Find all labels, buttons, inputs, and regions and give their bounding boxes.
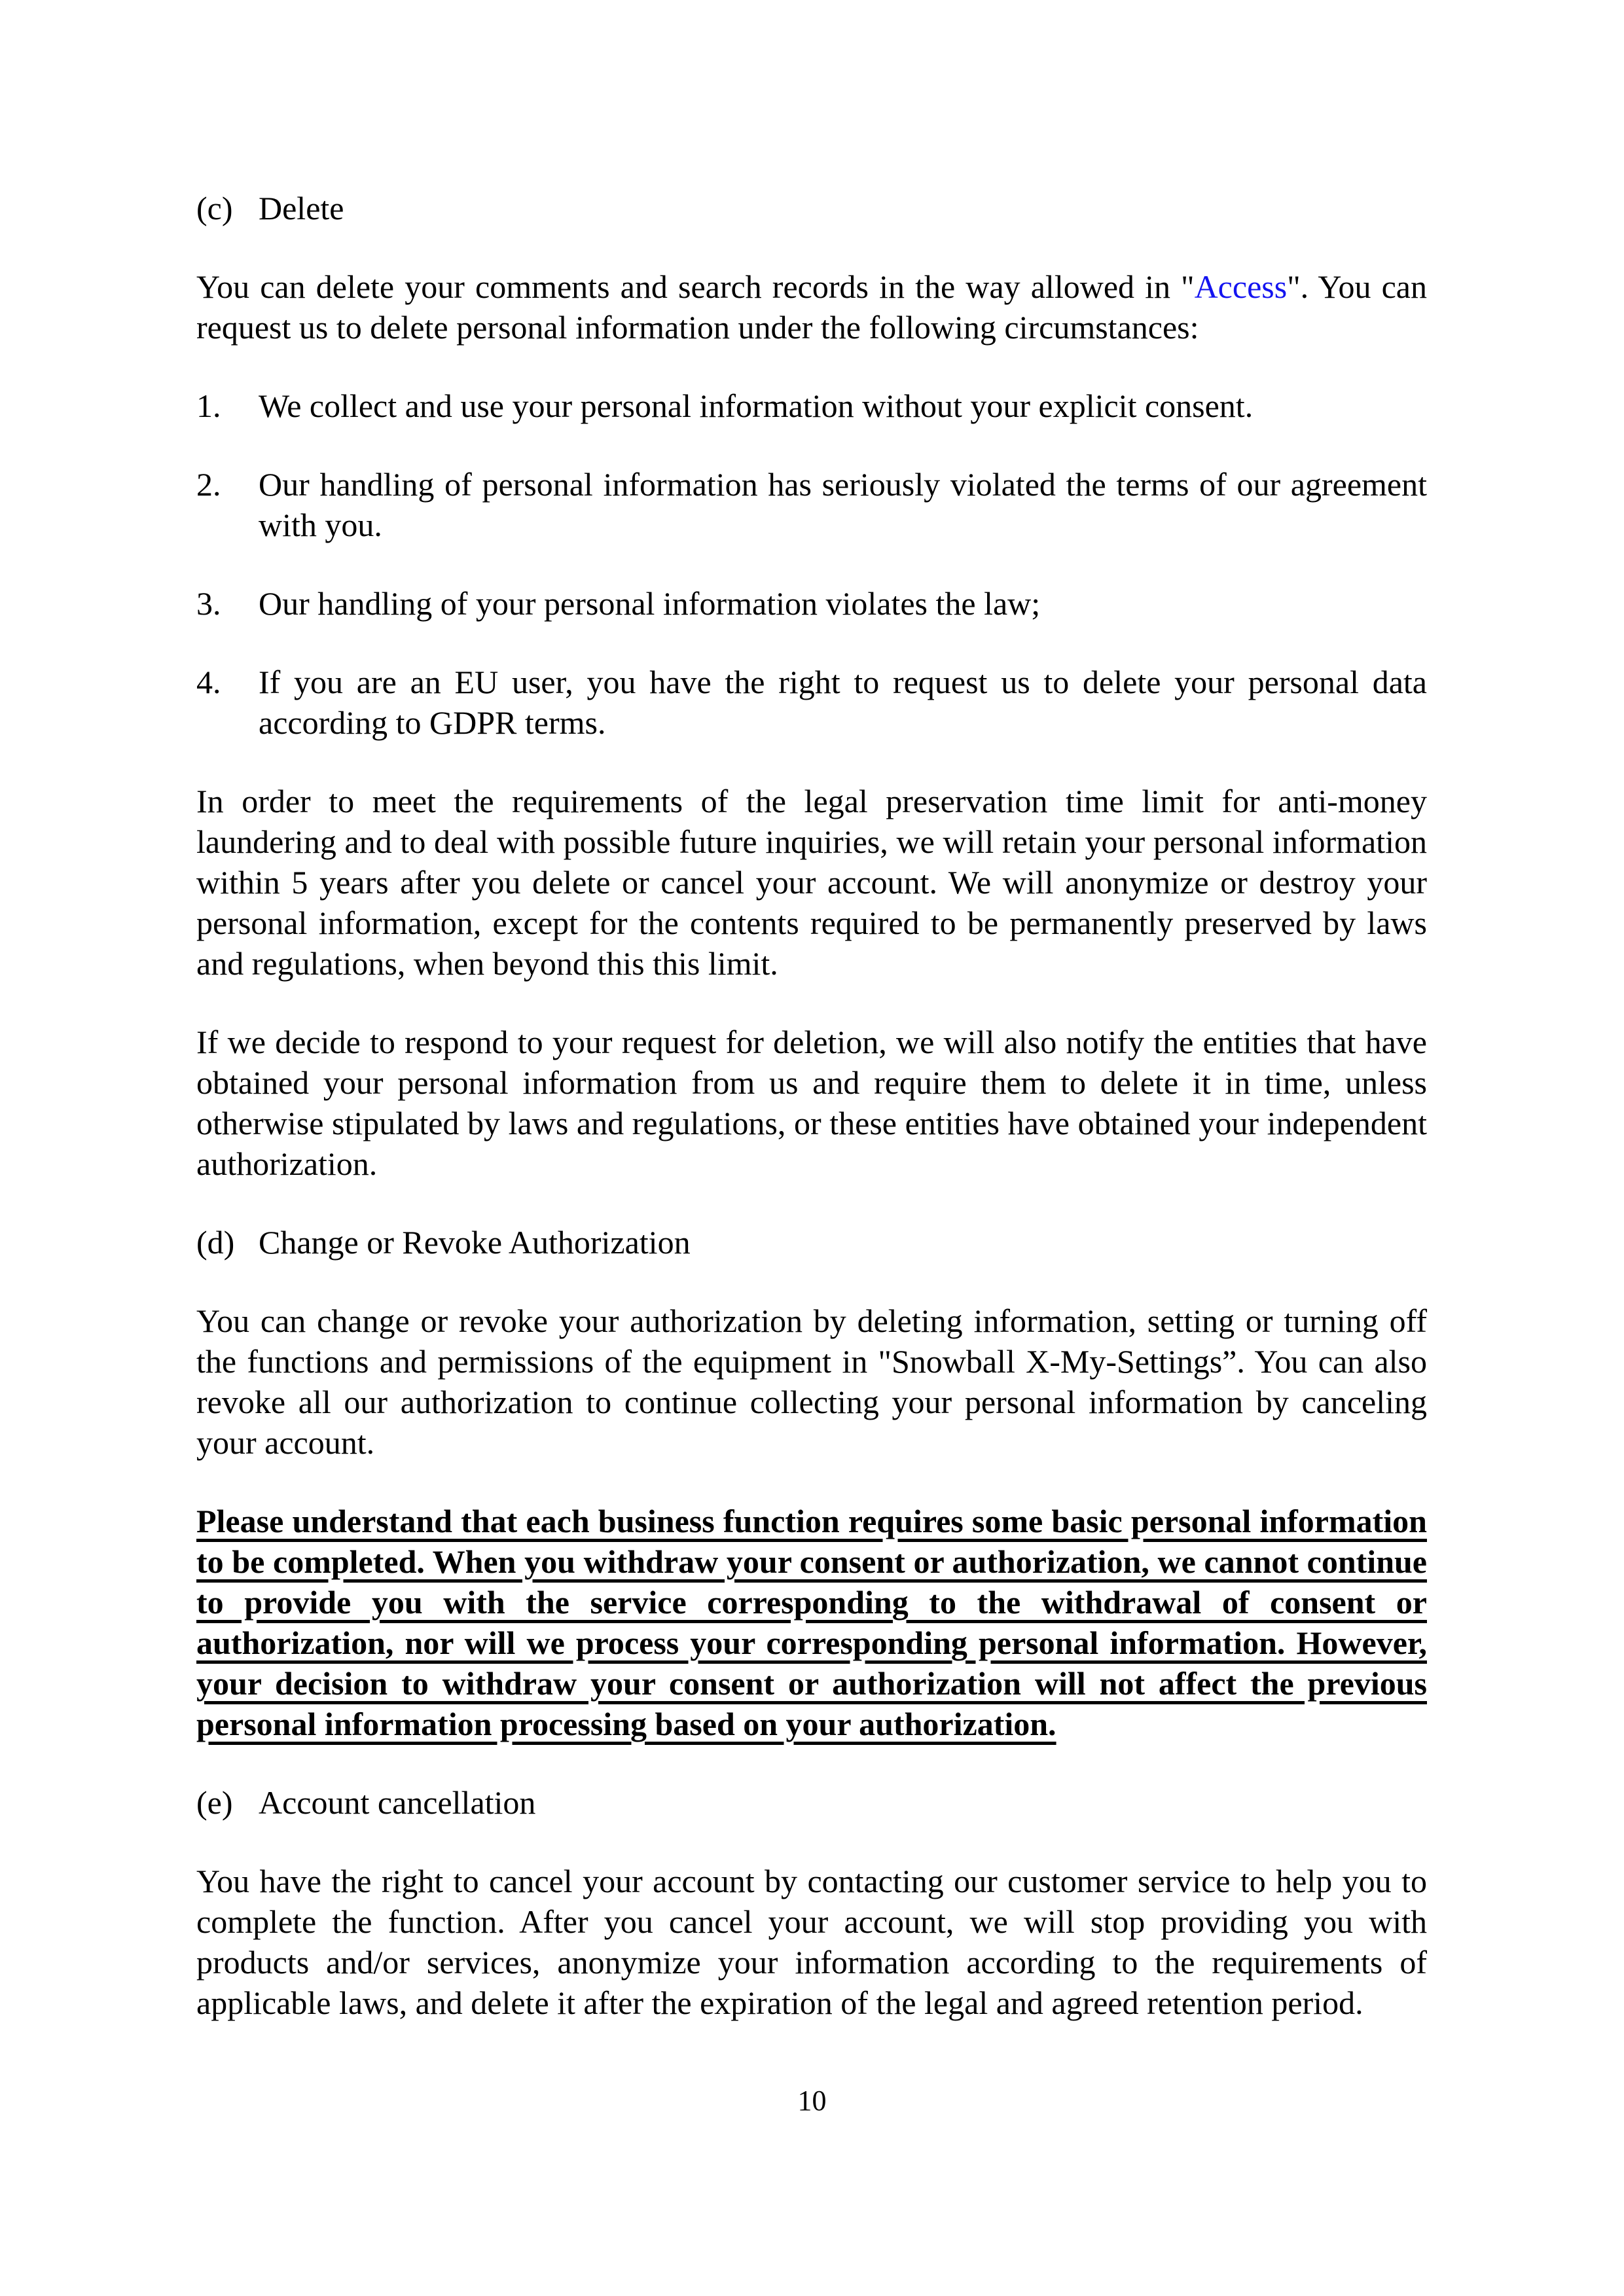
section-title-e: Account cancellation bbox=[259, 1784, 536, 1821]
paragraph-delete-intro bbox=[196, 266, 1427, 348]
paragraph-retention: In order to meet the requirements of the legal preservation time limit for anti-money laundering and to deal with possible future inquiries, we will retain your personal information within 5 years after you delete or cancel your account. We will anonymize or destroy your personal information, except for the contents required to be permanently preserved by laws and regulations, when beyond this this limit. bbox=[196, 783, 1427, 982]
list-item-3-text: Our handling of your personal information violates the law; bbox=[259, 585, 1041, 622]
list-item-4-text: If you are an EU user, you have the right to request us to delete your personal data according to GDPR terms. bbox=[259, 664, 1427, 741]
page-content bbox=[196, 188, 1427, 2061]
paragraph-notify-entities: If we decide to respond to your request for deletion, we will also notify the entities that have obtained your personal information from us and require them to delete it in time, unless otherwise stipulated by laws and regulations, or these entities have obtained your independent authorization. bbox=[196, 1024, 1427, 1182]
section-heading-c bbox=[196, 188, 1427, 228]
list-item-2 bbox=[196, 464, 1427, 545]
list-item-3-marker: 3. bbox=[196, 585, 221, 622]
section-heading-e bbox=[196, 1782, 1427, 1823]
section-marker-e: (e) bbox=[196, 1784, 233, 1821]
paragraph-delete-intro-text-pre: You can delete your comments and search records in the way allowed in " bbox=[196, 268, 1195, 305]
section-title-d: Change or Revoke Authorization bbox=[259, 1224, 691, 1261]
section-marker-c: (c) bbox=[196, 190, 233, 226]
section-marker-d: (d) bbox=[196, 1224, 235, 1261]
list-item-3 bbox=[196, 583, 1427, 624]
paragraph-withdraw-consent-notice: Please understand that each business function requires some basic personal information to be completed. When you withdraw your consent or authorization, we cannot continue to provide you with the service corresponding to the withdrawal of consent or authorization, nor will we process your corresponding personal information. However, your decision to withdraw your consent or authorization will not affect the previous personal information processing based on your authorization. bbox=[196, 1503, 1427, 1742]
list-item-4 bbox=[196, 662, 1427, 743]
list-item-2-text: Our handling of personal information has seriously violated the terms of our agreement with you. bbox=[259, 466, 1427, 543]
list-item-1-text: We collect and use your personal information without your explicit consent. bbox=[259, 387, 1254, 424]
paragraph-account-cancellation: You have the right to cancel your account by contacting our customer service to help you to complete the function. After you cancel your account, we will stop providing you with products and/or services, anonymize your information according to the requirements of applicable laws, and delete it after the expiration of the legal and agreed retention period. bbox=[196, 1863, 1427, 2021]
paragraph-delete-intro-text-post: ". You can request us to delete personal information under the following circumstances: bbox=[196, 268, 1427, 346]
page-number: 10 bbox=[797, 2085, 827, 2117]
list-item-4-marker: 4. bbox=[196, 664, 221, 700]
section-title-c: Delete bbox=[259, 190, 344, 226]
section-heading-d bbox=[196, 1222, 1427, 1263]
list-item-2-marker: 2. bbox=[196, 466, 221, 503]
paragraph-revoke-authorization: You can change or revoke your authorization by deleting information, setting or turning off the functions and permissions of the equipment in "Snowball X-My-Settings”. You can also revoke all our authorization to continue collecting your personal information by canceling your account. bbox=[196, 1302, 1427, 1461]
list-item-1-marker: 1. bbox=[196, 387, 221, 424]
access-link[interactable]: Access bbox=[1194, 268, 1288, 305]
list-item-1 bbox=[196, 386, 1427, 426]
